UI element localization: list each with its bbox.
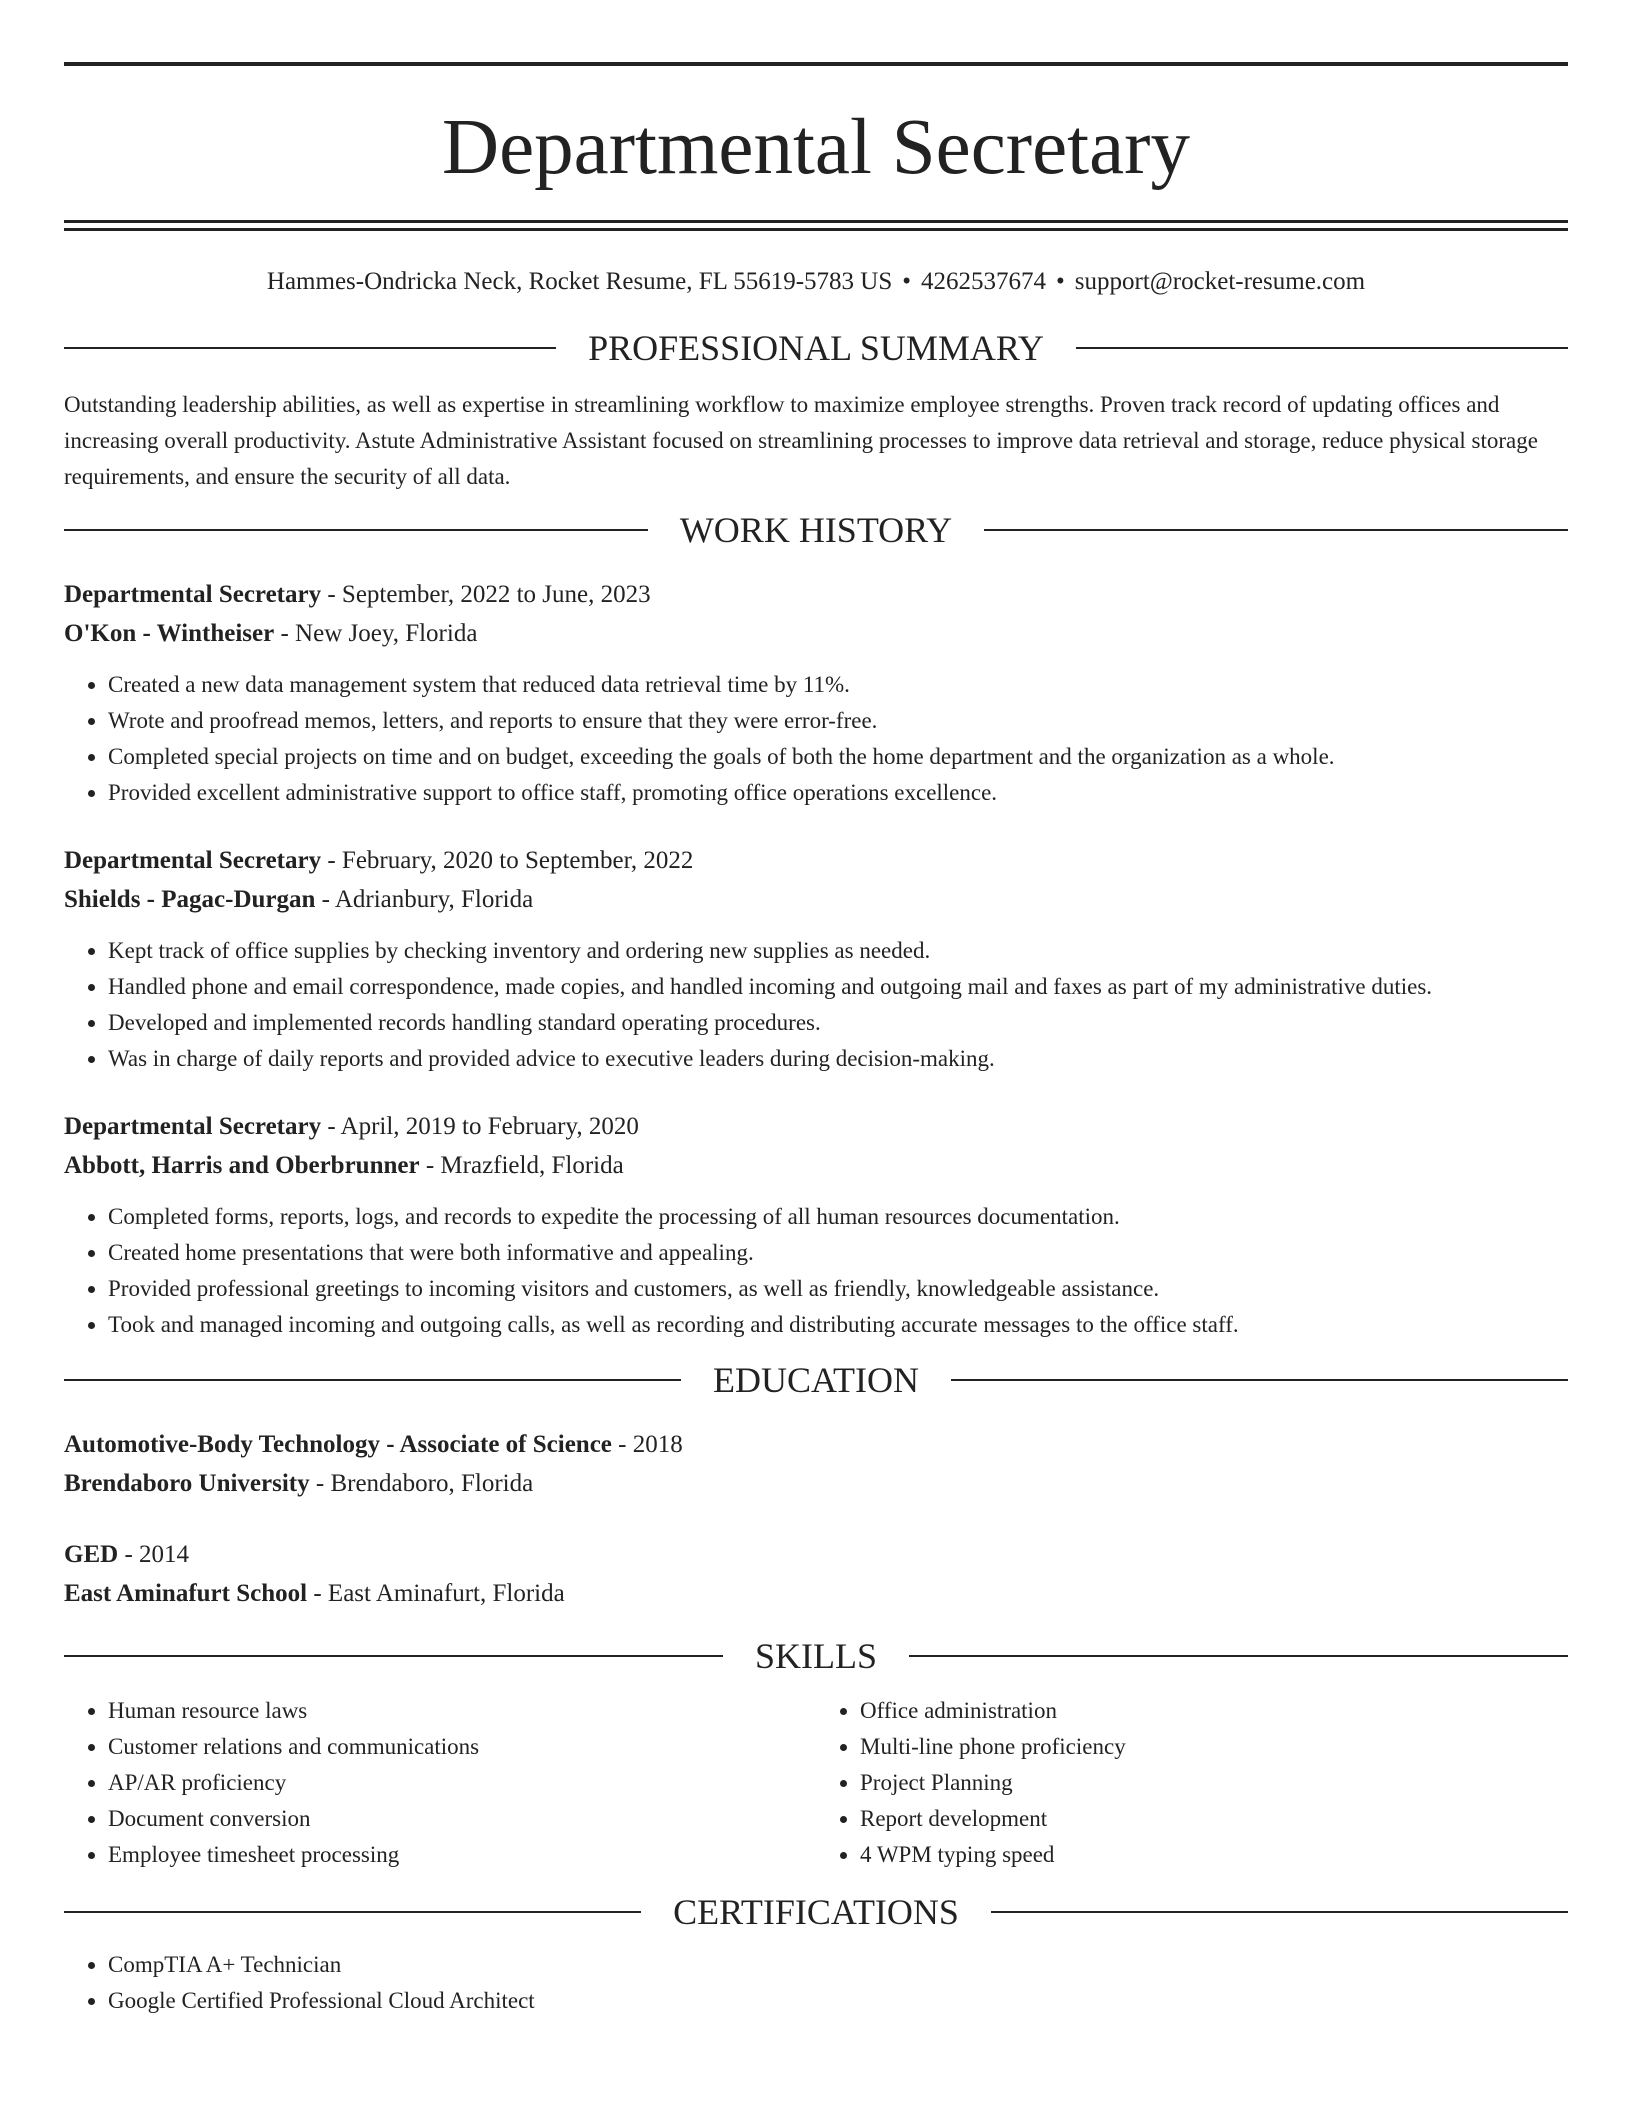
job-bullet: • Created home presentations that were both informative and appealing. [108,1235,1568,1271]
heading-rule [64,529,648,531]
job-company: O'Kon - Wintheiser [64,620,275,647]
job-title: Departmental Secretary [64,1113,322,1140]
heading-rule [1076,347,1568,349]
job-bullet: • Created a new data management system that reduced data retrieval time by 11%. [108,667,1568,703]
skill-item: • Report development [860,1801,1568,1837]
job-dates: - February, 2020 to September, 2022 [321,847,694,874]
job-entry [64,841,1568,1077]
section-title: WORK HISTORY [679,510,953,550]
section-title: CERTIFICATIONS [673,1892,959,1932]
job-company: Shields - Pagac-Durgan [64,886,316,913]
job-bullet: • Developed and implemented records handling standard operating procedures. [108,1005,1568,1041]
job-bullet: • Was in charge of daily reports and provided advice to executive leaders during decision-making. [108,1041,1568,1077]
education-school-line [64,1464,1568,1503]
job-bullet: • Took and managed incoming and outgoing calls, as well as recording and distributing accurate messages to the office staff. [108,1307,1568,1343]
education-degree: Automotive-Body Technology - Associate of Science [64,1431,612,1458]
heading-rule [991,1911,1568,1913]
contact-separator: • [1056,268,1065,295]
job-bullet: • Completed special projects on time and on budget, exceeding the goals of both the home department and the organization as a whole. [108,739,1568,775]
job-bullets [64,667,1568,811]
title-double-rule [64,220,1568,231]
education-location: - East Aminafurt, Florida [307,1580,565,1607]
job-dates: - April, 2019 to February, 2020 [321,1113,639,1140]
education-location: - Brendaboro, Florida [309,1470,534,1497]
job-location: - New Joey, Florida [274,620,478,647]
section-heading-certifications [64,1891,1568,1933]
job-company-line [64,880,1568,919]
section-title: PROFESSIONAL SUMMARY [588,328,1044,368]
job-location: - Mrazfield, Florida [419,1152,624,1179]
job-title: Departmental Secretary [64,581,322,608]
contact-address: Hammes-Ondricka Neck, Rocket Resume, FL 55619-5783 US [266,268,893,295]
education-degree-line [64,1425,1568,1464]
skills-right-column [816,1693,1568,1873]
education-school: Brendaboro University [64,1470,310,1497]
skills-left-column [64,1693,816,1873]
job-bullets [64,1199,1568,1343]
job-location: - Adrianbury, Florida [315,886,534,913]
skill-item: • AP/AR proficiency [108,1765,816,1801]
skill-item: • Document conversion [108,1801,816,1837]
certification-item: • Google Certified Professional Cloud Architect [108,1983,1568,2019]
skill-item: • Human resource laws [108,1693,816,1729]
job-title: Departmental Secretary [64,847,322,874]
education-degree-line [64,1535,1568,1574]
skill-item: • Project Planning [860,1765,1568,1801]
heading-rule [984,529,1568,531]
job-title-line [64,841,1568,880]
heading-rule [909,1655,1568,1657]
skill-item: • 4 WPM typing speed [860,1837,1568,1873]
skill-item: • Employee timesheet processing [108,1837,816,1873]
job-bullet: • Completed forms, reports, logs, and records to expedite the processing of all human resources documentation. [108,1199,1568,1235]
job-company: Abbott, Harris and Oberbrunner [64,1152,420,1179]
education-school-line [64,1574,1568,1613]
job-bullet: • Provided excellent administrative support to office staff, promoting office operations excellence. [108,775,1568,811]
heading-rule [64,1655,723,1657]
heading-rule [951,1379,1568,1381]
education-school: East Aminafurt School [64,1580,308,1607]
job-title-line [64,575,1568,614]
job-dates: - September, 2022 to June, 2023 [321,581,651,608]
skill-item: • Customer relations and communications [108,1729,816,1765]
heading-rule [64,347,556,349]
contact-email: support@rocket-resume.com [1074,268,1366,295]
education-year: - 2018 [611,1431,683,1458]
education-entry [64,1425,1568,1503]
certifications-list [64,1947,1568,2019]
skill-item: • Office administration [860,1693,1568,1729]
section-title: SKILLS [755,1636,878,1676]
contact-separator: • [902,268,912,295]
contact-phone: 4262537674 [921,268,1047,295]
section-heading-skills [64,1635,1568,1677]
top-rule [64,62,1568,66]
section-heading-summary [64,327,1568,369]
job-entry [64,1107,1568,1343]
job-company-line [64,1146,1568,1185]
contact-line [64,265,1568,299]
certification-item: • CompTIA A+ Technician [108,1947,1568,1983]
job-bullet: • Wrote and proofread memos, letters, and reports to ensure that they were error-free. [108,703,1568,739]
education-year: - 2014 [118,1541,190,1568]
job-bullet: • Handled phone and email correspondence, made copies, and handled incoming and outgoing mail and faxes as part of my administrative duties. [108,969,1568,1005]
section-heading-education [64,1359,1568,1401]
summary-text: Outstanding leadership abilities, as well as expertise in streamlining workflow to maximize employee strengths. Proven track record of updating offices and increasing overall productivity. Astute Administrative Assistant focused on streamlining processes to improve data retrieval and storage, reduce physical storage requirements, and ensure the security of all data. [64,392,1538,489]
section-heading-work-history [64,509,1568,551]
job-bullet: • Kept track of office supplies by checking inventory and ordering new supplies as needed. [108,933,1568,969]
skills-columns [64,1693,1568,1873]
education-entry [64,1535,1568,1613]
skill-item: • Multi-line phone proficiency [860,1729,1568,1765]
resume-content [64,62,1568,2019]
heading-rule [64,1379,681,1381]
job-title-line [64,1107,1568,1146]
section-title: EDUCATION [713,1360,919,1400]
job-bullets [64,933,1568,1077]
job-bullet: • Provided professional greetings to incoming visitors and customers, as well as friendly, knowledgeable assistance. [108,1271,1568,1307]
job-company-line [64,614,1568,653]
heading-rule [64,1911,641,1913]
education-degree: GED [64,1541,119,1568]
resume-title: Departmental Secretary [442,104,1190,191]
job-entry [64,575,1568,811]
